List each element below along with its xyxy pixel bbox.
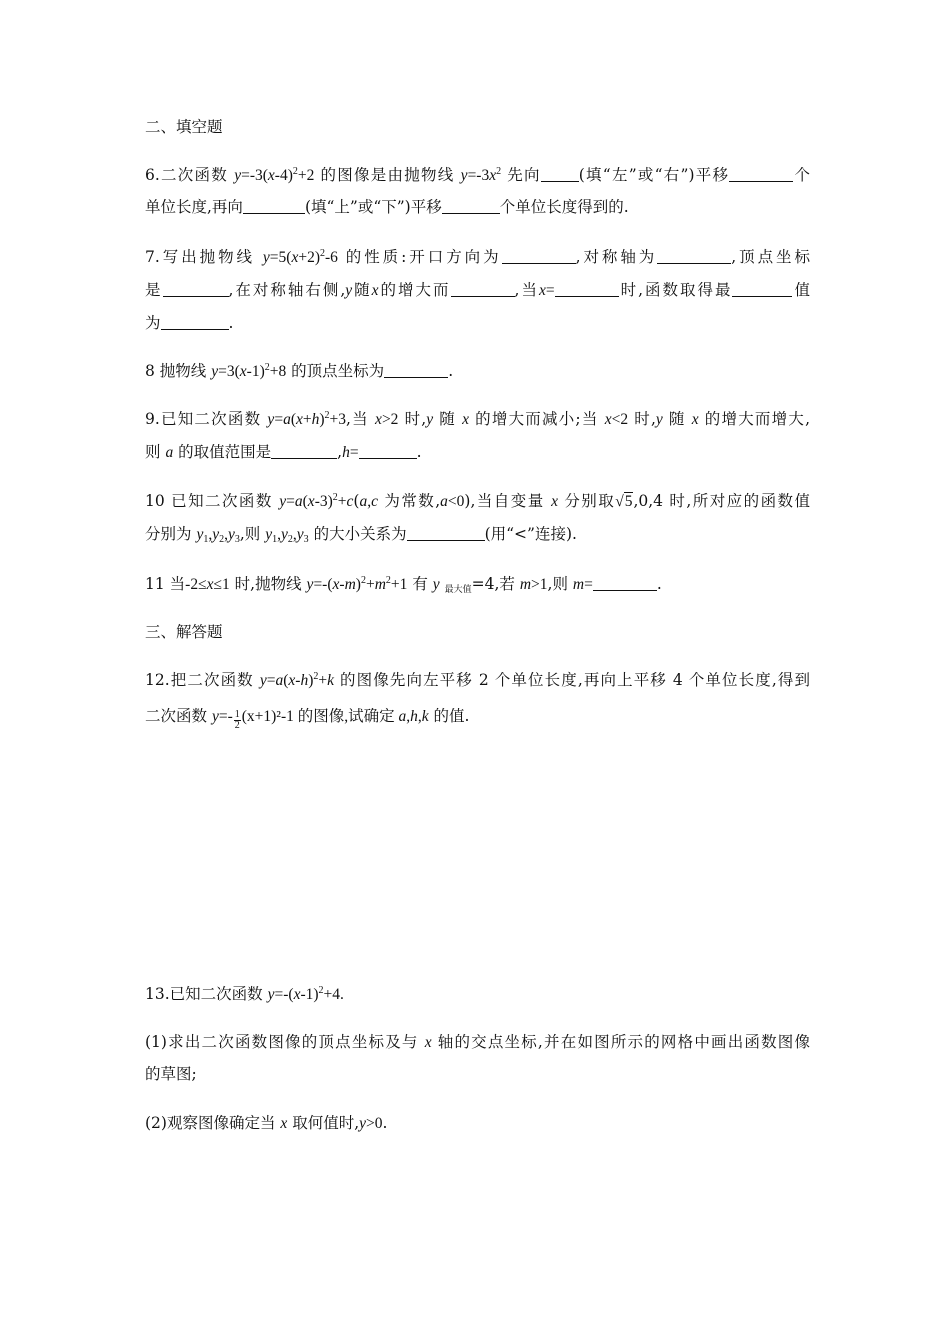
answer-blank[interactable]: [555, 282, 619, 297]
answer-blank[interactable]: [384, 363, 448, 378]
answer-blank[interactable]: [163, 282, 229, 297]
answer-blank[interactable]: [541, 167, 579, 182]
question-7-line-2: 是 ,在对称轴右侧,y随x的增大而 ,当x= 时,函数取得最 值: [145, 281, 810, 299]
answer-blank[interactable]: [271, 444, 337, 459]
answer-blank[interactable]: [359, 444, 417, 459]
section-fill-in-heading: 二、填空题: [145, 118, 223, 136]
answer-blank[interactable]: [407, 526, 485, 541]
question-7-line-1: 7.写出抛物线 $y=5(x+2)^2-6$ 的性质:开口方向为 ,对称轴为 ,顶点坐标: [145, 248, 810, 266]
question-6-line-1: 6.二次函数 $y=-3(x-4)^2+2$ 的图像是由抛物线 $y=-3x^2$ 先向 (填“左”或“右”)平移 个: [145, 166, 810, 184]
answer-blank[interactable]: [593, 576, 657, 591]
sqrt-5-symbol: √5: [615, 493, 633, 510]
question-9-line-2: 则 a 的取值范围是 ,h= .: [145, 443, 422, 461]
answer-blank[interactable]: [729, 167, 793, 182]
question-13: 13.已知二次函数 $y=-(x-1)^2+4$.: [145, 985, 344, 1003]
question-8: 8 抛物线 $y=3(x-1)^2+8$ 的顶点坐标为 .: [145, 362, 454, 380]
question-7-line-3: 为 .: [145, 314, 234, 332]
answer-blank[interactable]: [451, 282, 515, 297]
question-12-line-1: 12.把二次函数 $y=a(x-h)^2+k$ 的图像先向左平移 2 个单位长度,再向上平移 4 个单位长度,得到: [145, 671, 810, 689]
answer-blank[interactable]: [161, 315, 229, 330]
question-12-line-2: 二次函数 y=- $\frac{1}{2}$ (x+1)²-1 的图像,试确定 a,h,k 的值.: [145, 707, 470, 731]
question-10-line-2: 分别为 $y_1,y_2,y_3$,则 $y_1,y_2,y_3$ 的大小关系为 (用“<”连接).: [145, 525, 577, 545]
answer-blank[interactable]: [657, 249, 731, 264]
question-9-line-1: 9.已知二次函数 $y=a(x+h)^2+3$,当 x>2 时,y 随 x 的增大而减小;当 x<2 时,y 随 x 的增大而增大,: [145, 410, 810, 428]
question-11: 11 当-2≤x≤1 时,抛物线 $y=-(x-m)^2+m^2+1$ 有 y 最大值=4,若 m>1,则 m= .: [145, 575, 662, 595]
answer-blank[interactable]: [732, 282, 792, 297]
question-6-line-2: 单位长度,再向 (填“上”或“下”)平移 个单位长度得到的.: [145, 198, 629, 216]
question-13-part-1-line-2: 的草图;: [145, 1065, 197, 1083]
question-10-line-1: 10 已知二次函数 $y=a(x-3)^2+c(a,c$ 为常数,a<0),当自变量 x 分别取√5,0,4 时,所对应的函数值: [145, 490, 810, 513]
answer-blank[interactable]: [243, 199, 305, 214]
answer-blank[interactable]: [442, 199, 500, 214]
question-13-part-2: (2)观察图像确定当 x 取何值时,y>0.: [145, 1114, 388, 1132]
section-solve-heading: 三、解答题: [145, 623, 223, 641]
question-13-part-1-line-1: (1)求出二次函数图像的顶点坐标及与 x 轴的交点坐标,并在如图所示的网格中画出函数图像: [145, 1033, 811, 1051]
answer-blank[interactable]: [502, 249, 576, 264]
fraction-one-half: $\frac{1}{2}$: [234, 709, 240, 731]
